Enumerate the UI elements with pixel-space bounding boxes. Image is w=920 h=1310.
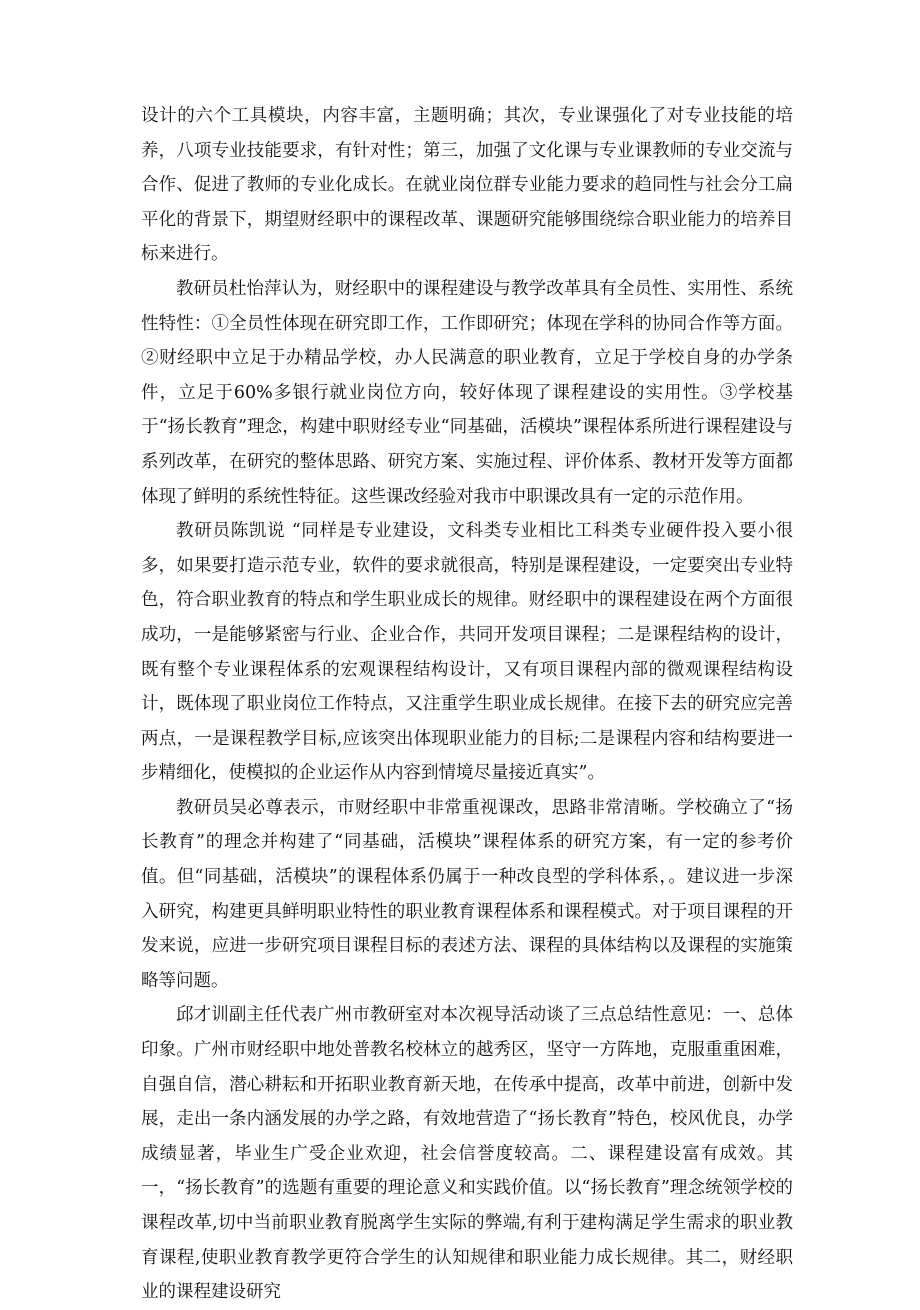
paragraph-continuation: 设计的六个工具模块，内容丰富，主题明确；其次，专业课强化了对专业技能的培养，八项专业技能要求，有针对性；第三，加强了文化课与专业课教师的专业交流与合作、促进了教师的专业化成长。在就业岗位群专业能力要求的趋同性与社会分工扁平化的背景下，期望财经职中的课程改革、课题研究能够围绕综合职业能力的培养目标来进行。	[141, 106, 793, 265]
document-body	[141, 99, 793, 1310]
paragraph-wu-bizun: 教研员吴必尊表示，市财经职中非常重视课改，思路非常清晰。学校确立了“扬长教育”的理念并构建了“同基础，活模块”课程体系的研究方案，有一定的参考价值。但“同基础，活模块”的课程体系仍属于一种改良型的学科体系，。建议进一步深入研究，构建更具鲜明职业特性的职业教育课程体系和课程模式。对于项目课程的开发来说，应进一步研究项目课程目标的表述方法、课程的具体结构以及课程的实施策略等问题。	[141, 797, 793, 991]
paragraph-qiu-caixun: 邱才训副主任代表广州市教研室对本次视导活动谈了三点总结性意见：一、总体印象。广州市财经职中地处普教名校林立的越秀区，坚守一方阵地，克服重重困难，自强自信，潜心耕耘和开拓职业教育新天地，在传承中提高，改革中前进，创新中发展，走出一条内涵发展的办学之路，有效地营造了“扬长教育”特色，校风优良，办学成绩显著，毕业生广受企业欢迎，社会信誉度较高。二、课程建设富有成效。其一，“扬长教育”的选题有重要的理论意义和实践价值。以“扬长教育”理念统领学校的课程改革,切中当前职业教育脱离学生实际的弊端,有利于建构满足学生需求的职业教育课程,使职业教育教学更符合学生的认知规律和职业能力成长规律。其二，财经职业的课程建设研究	[141, 1005, 793, 1303]
paragraph-chen-kai: 教研员陈凯说 “同样是专业建设，文科类专业相比工科类专业硬件投入要小很多，如果要打造示范专业，软件的要求就很高，特别是课程建设，一定要突出专业特色，符合职业教育的特点和学生职业成长的规律。财经职中的课程建设在两个方面很成功，一是能够紧密与行业、企业合作，共同开发项目课程；二是课程结构的设计，既有整个专业课程体系的宏观课程结构设计，又有项目课程内部的微观课程结构设计，既体现了职业岗位工作特点，又注重学生职业成长规律。在接下去的研究应完善两点，一是课程教学目标,应该突出体现职业能力的目标;二是课程内容和结构要进一步精细化，使模拟的企业运作从内容到情境尽量接近真实”。	[141, 521, 793, 784]
paragraph-du-yiping: 教研员杜怡萍认为，财经职中的课程建设与教学改革具有全员性、实用性、系统性特性：①全员性体现在研究即工作，工作即研究；体现在学科的协同合作等方面。②财经职中立足于办精品学校，办人民满意的职业教育，立足于学校自身的办学条件，立足于60%多银行就业岗位方向，较好体现了课程建设的实用性。③学校基于“扬长教育”理念，构建中职财经专业“同基础，活模块”课程体系所进行课程建设与系列改革，在研究的整体思路、研究方案、实施过程、评价体系、教材开发等方面都体现了鲜明的系统性特征。这些课改经验对我市中职课改具有一定的示范作用。	[141, 278, 793, 507]
